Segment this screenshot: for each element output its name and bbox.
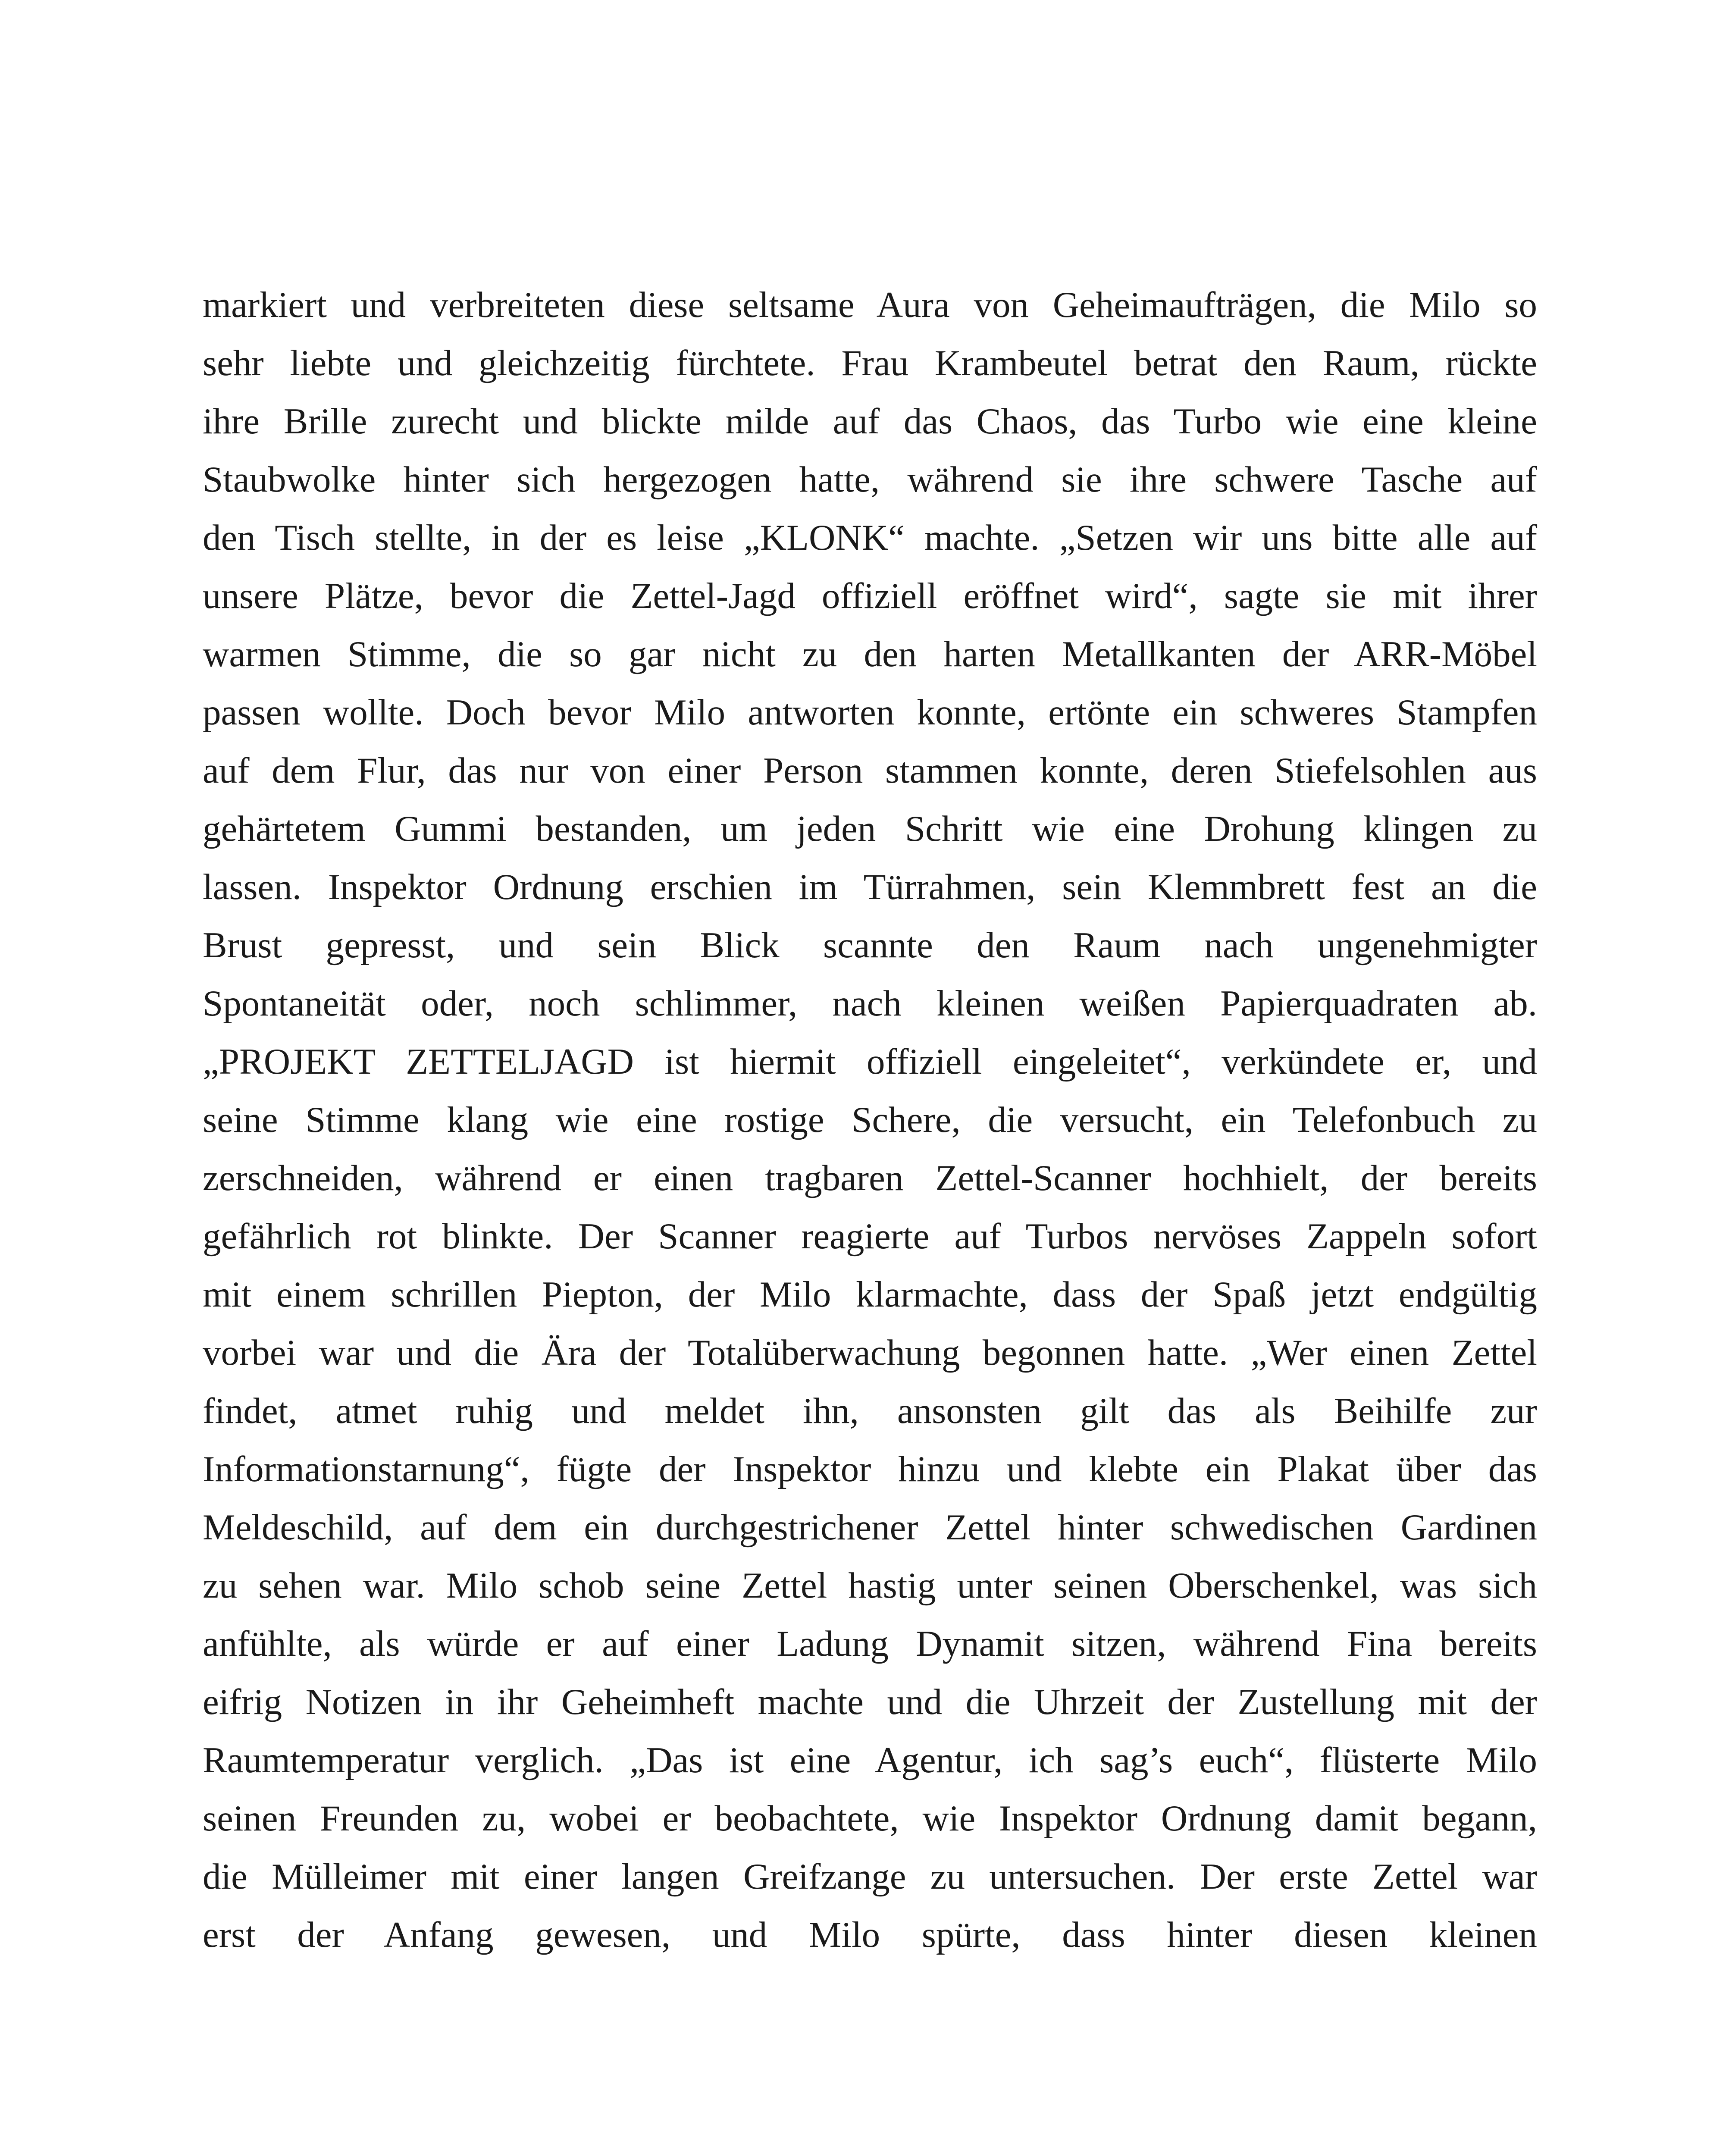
text-line: eifrig Notizen in ihr Geheimheft machte und die Uhrzeit der Zustellung mit der: [203, 1682, 1537, 1722]
text-line: Staubwolke hinter sich hergezogen hatte, während sie ihre schwere Tasche auf: [203, 459, 1537, 500]
text-line: ihre Brille zurecht und blickte milde auf das Chaos, das Turbo wie eine kleine: [203, 401, 1537, 442]
text-line: seine Stimme klang wie eine rostige Schere, die versucht, ein Telefonbuch zu: [203, 1100, 1537, 1140]
text-line: seinen Freunden zu, wobei er beobachtete, wie Inspektor Ordnung damit begann,: [203, 1798, 1537, 1839]
text-line: erst der Anfang gewesen, und Milo spürte, dass hinter diesen kleinen: [203, 1915, 1537, 1955]
text-line: anfühlte, als würde er auf einer Ladung Dynamit sitzen, während Fina bereits: [203, 1623, 1537, 1664]
text-line: den Tisch stellte, in der es leise „KLONK“ machte. „Setzen wir uns bitte alle auf: [203, 517, 1537, 558]
text-line: gefährlich rot blinkte. Der Scanner reagierte auf Turbos nervöses Zappeln sofort: [203, 1216, 1537, 1257]
text-line: findet, atmet ruhig und meldet ihn, ansonsten gilt das als Beihilfe zur: [203, 1391, 1537, 1431]
text-line: Informationstarnung“, fügte der Inspektor hinzu und klebte ein Plakat über das: [203, 1449, 1537, 1489]
text-line: gehärtetem Gummi bestanden, um jeden Schritt wie eine Drohung klingen zu: [203, 808, 1537, 849]
text-line: Meldeschild, auf dem ein durchgestrichener Zettel hinter schwedischen Gardinen: [203, 1507, 1537, 1548]
text-line: zerschneiden, während er einen tragbaren Zettel-Scanner hochhielt, der bereits: [203, 1158, 1537, 1198]
text-line: Raumtemperatur verglich. „Das ist eine Agentur, ich sag’s euch“, flüsterte Milo: [203, 1740, 1537, 1780]
text-line: markiert und verbreiteten diese seltsame Aura von Geheimaufträgen, die Milo so: [203, 285, 1537, 325]
text-line: auf dem Flur, das nur von einer Person stammen konnte, deren Stiefelsohlen aus: [203, 750, 1537, 791]
text-line: mit einem schrillen Piepton, der Milo klarmachte, dass der Spaß jetzt endgültig: [203, 1274, 1537, 1315]
body-text: [203, 276, 1537, 1964]
text-line: zu sehen war. Milo schob seine Zettel hastig unter seinen Oberschenkel, was sich: [203, 1565, 1537, 1606]
text-line: sehr liebte und gleichzeitig fürchtete. Frau Krambeutel betrat den Raum, rückte: [203, 343, 1537, 383]
text-line: Spontaneität oder, noch schlimmer, nach kleinen weißen Papierquadraten ab.: [203, 983, 1537, 1024]
text-line: lassen. Inspektor Ordnung erschien im Türrahmen, sein Klemmbrett fest an die: [203, 867, 1537, 907]
text-line: vorbei war und die Ära der Totalüberwachung begonnen hatte. „Wer einen Zettel: [203, 1332, 1537, 1373]
text-line: die Mülleimer mit einer langen Greifzange zu untersuchen. Der erste Zettel war: [203, 1856, 1537, 1897]
text-line: unsere Plätze, bevor die Zettel-Jagd offiziell eröffnet wird“, sagte sie mit ihrer: [203, 576, 1537, 616]
text-line: warmen Stimme, die so gar nicht zu den harten Metallkanten der ARR-Möbel: [203, 634, 1537, 674]
text-line: „PROJEKT ZETTELJAGD ist hiermit offiziell eingeleitet“, verkündete er, und: [203, 1041, 1537, 1082]
text-line: passen wollte. Doch bevor Milo antworten konnte, ertönte ein schweres Stampfen: [203, 692, 1537, 733]
text-line: Brust gepresst, und sein Blick scannte den Raum nach ungenehmigter: [203, 925, 1537, 965]
